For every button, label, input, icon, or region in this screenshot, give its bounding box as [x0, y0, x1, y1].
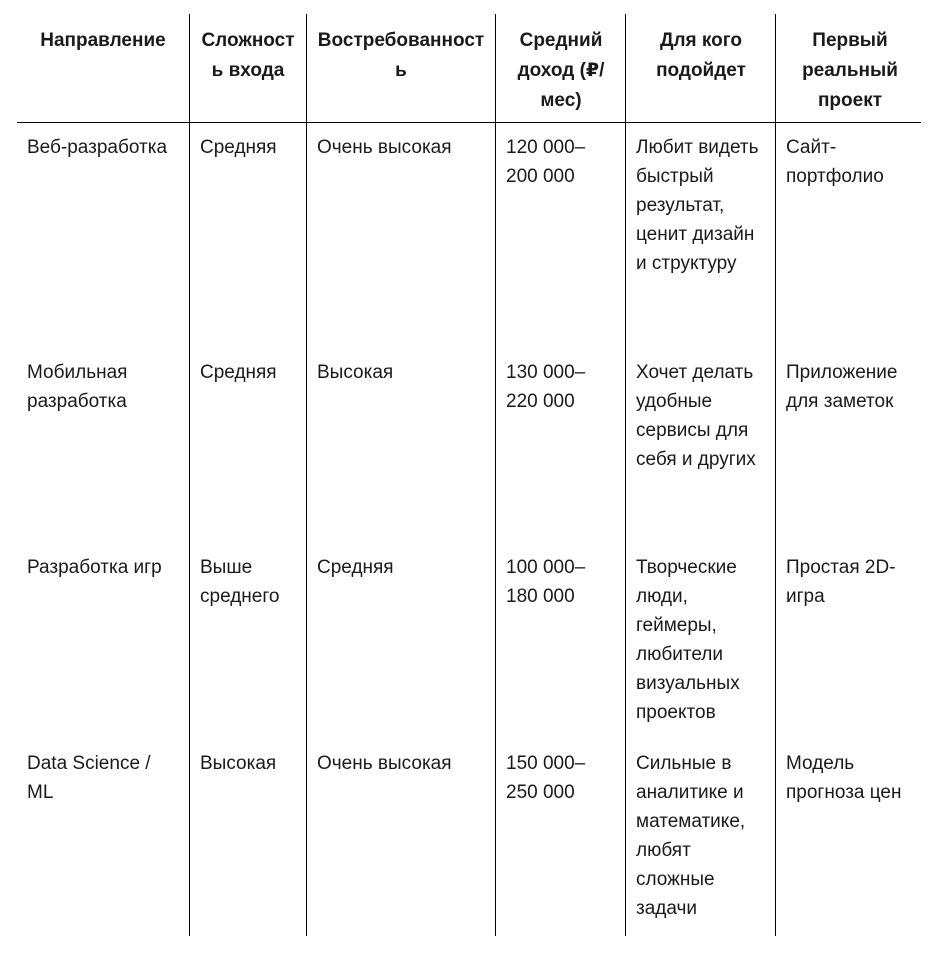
column-divider: [625, 14, 626, 936]
header-divider: [17, 122, 921, 123]
table-cell: Высокая: [317, 362, 394, 383]
table-cell: Сильные в аналитике и математике, любят сложные задачи: [636, 753, 746, 919]
table-cell: Любит видеть быстрый результат, ценит дизайн и структуру: [636, 137, 759, 274]
table-cell: Хочет делать удобные сервисы для себя и других: [636, 362, 756, 470]
header-suitable-for: Для кого подойдет: [656, 30, 746, 81]
column-divider: [189, 14, 190, 936]
header-direction: Направление: [40, 30, 166, 51]
column-divider: [775, 14, 776, 936]
table-cell: Высокая: [200, 753, 277, 774]
table-cell: 150 000–250 000: [506, 753, 586, 803]
table-cell: Очень высокая: [317, 137, 452, 158]
table-cell: Разработка игр: [27, 557, 162, 578]
table-cell: 100 000–180 000: [506, 557, 586, 607]
table-cell: Творческие люди, геймеры, любители визуальных проектов: [636, 557, 740, 723]
table-cell: Средняя: [200, 137, 277, 158]
table-cell: Модель прогноза цен: [786, 753, 902, 803]
header-first-project: Первый реальный проект: [802, 30, 898, 111]
header-entry-difficulty: Сложность входа: [201, 30, 295, 81]
header-average-income: Средний доход (₽/мес): [517, 30, 605, 111]
table-cell: 130 000–220 000: [506, 362, 586, 412]
table-cell: 120 000–200 000: [506, 137, 586, 187]
table-cell: Сайт-портфолио: [786, 137, 884, 187]
comparison-table: [17, 14, 921, 936]
table-cell: Простая 2D-игра: [786, 557, 896, 607]
table-cell: Средняя: [317, 557, 394, 578]
column-divider: [306, 14, 307, 936]
table-cell: Приложение для заметок: [786, 362, 898, 412]
table-cell: Веб-разработка: [27, 137, 168, 158]
table-cell: Средняя: [200, 362, 277, 383]
table-cell: Очень высокая: [317, 753, 452, 774]
table-cell: Мобильная разработка: [27, 362, 128, 412]
table-cell: Выше среднего: [200, 557, 280, 607]
table-cell: Data Science / ML: [27, 753, 151, 803]
header-demand: Востребованность: [317, 30, 485, 81]
column-divider: [495, 14, 496, 936]
